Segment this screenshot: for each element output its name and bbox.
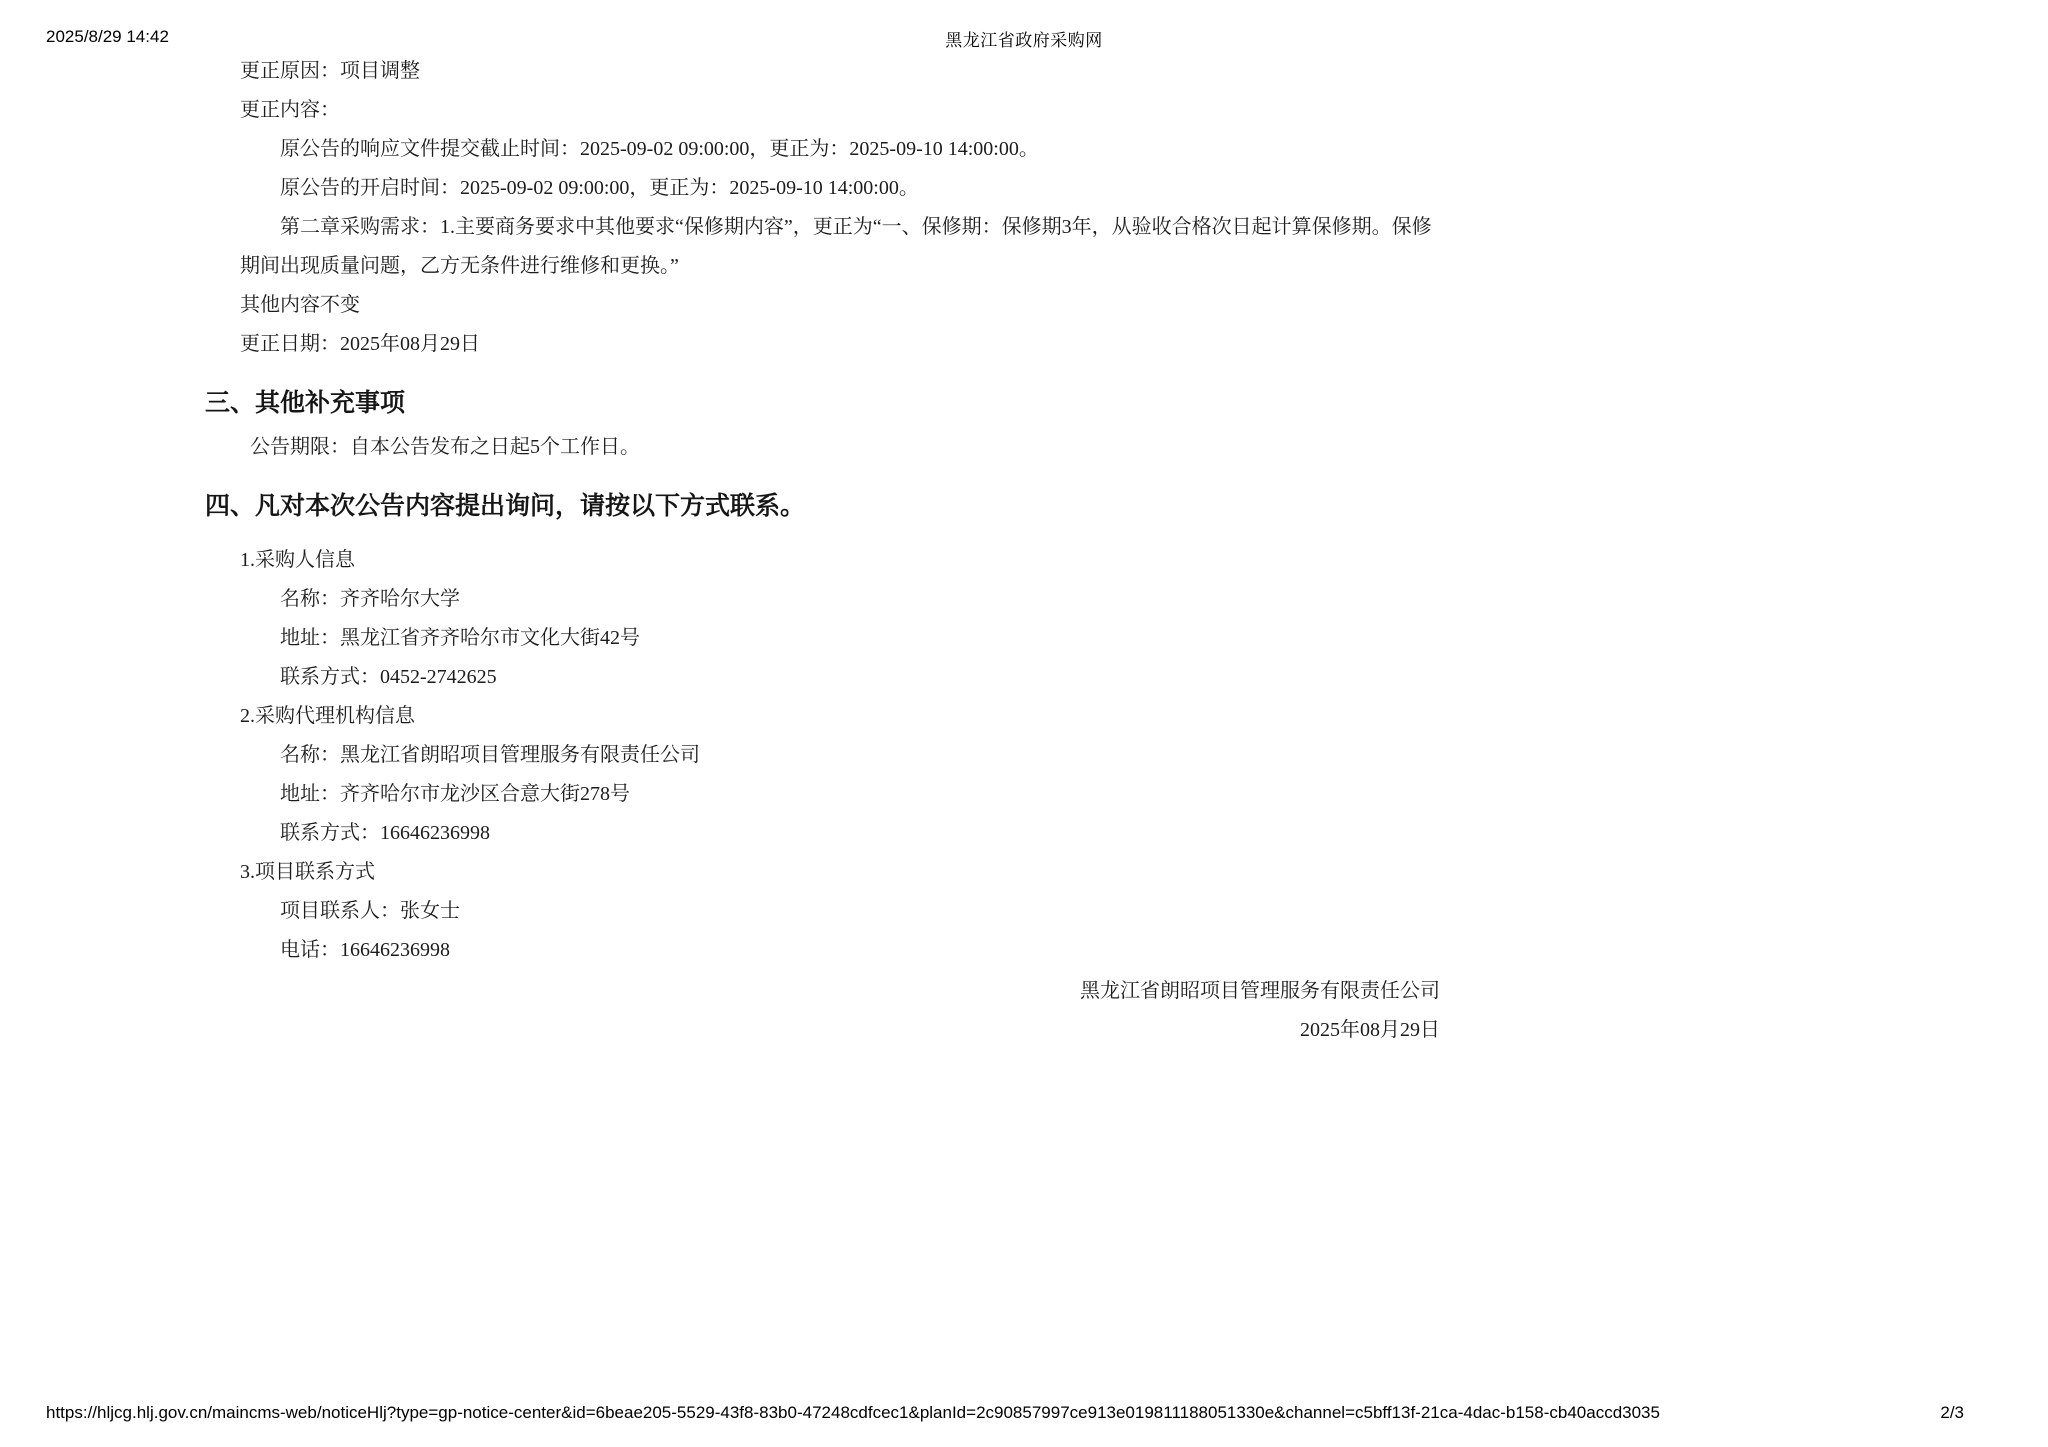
correction-item-opening-time: 原公告的开启时间：2025-09-02 09:00:00，更正为：2025-09-10 14:00:00。 — [280, 177, 919, 199]
purchaser-phone: 联系方式：0452-2742625 — [280, 666, 497, 688]
contact-block-title: 2.采购代理机构信息 — [240, 705, 415, 727]
correction-content-label: 更正内容： — [240, 99, 340, 121]
announcement-period: 公告期限：自本公告发布之日起5个工作日。 — [250, 436, 640, 458]
purchaser-name: 名称：齐齐哈尔大学 — [280, 588, 460, 610]
project-contact-block — [240, 853, 1440, 970]
correction-unchanged-note: 其他内容不变 — [240, 294, 360, 316]
project-contact-person: 项目联系人：张女士 — [280, 900, 460, 922]
print-timestamp: 2025/8/29 14:42 — [46, 27, 169, 46]
notice-document — [205, 52, 1440, 1050]
page-number-indicator: 2/3 — [1940, 1403, 1964, 1422]
signoff-block — [240, 972, 1440, 1050]
site-title: 黑龙江省政府采购网 — [945, 31, 1103, 50]
section4-heading: 四、凡对本次公告内容提出询问，请按以下方式联系。 — [205, 493, 806, 520]
signoff-date: 2025年08月29日 — [1300, 1019, 1440, 1041]
contact-block-title: 3.项目联系方式 — [240, 861, 375, 883]
section3-heading: 三、其他补充事项 — [205, 390, 406, 417]
purchaser-info-block — [240, 541, 1440, 697]
project-contact-phone: 电话：16646236998 — [280, 939, 450, 961]
purchaser-address: 地址：黑龙江省齐齐哈尔市文化大街42号 — [280, 627, 640, 649]
agency-phone: 联系方式：16646236998 — [280, 822, 490, 844]
contact-info-list — [240, 541, 1440, 970]
source-url: https://hljcg.hlj.gov.cn/maincms-web/noticeHlj?type=gp-notice-center&id=6beae205-5529-43f8-83b0-47248cdfcec1&planId=2c90857997ce913e019811188051330e&channel=c5bff13f-21ca-4dac-b158-cb40accd3035 — [46, 1403, 1660, 1422]
correction-item-chapter2: 第二章采购需求：1.主要商务要求中其他要求“保修期内容”，更正为“一、保修期：保修期3年，从验收合格次日起计算保修期。保修期间出现质量问题，乙方无条件进行维修和更换。” — [240, 216, 1432, 277]
print-header — [0, 26, 2048, 51]
contact-block-title: 1.采购人信息 — [240, 549, 355, 571]
correction-date: 更正日期：2025年08月29日 — [240, 333, 480, 355]
agency-address: 地址：齐齐哈尔市龙沙区合意大街278号 — [280, 783, 630, 805]
correction-reason: 更正原因：项目调整 — [240, 60, 420, 82]
correction-item-deadline: 原公告的响应文件提交截止时间：2025-09-02 09:00:00，更正为：2025-09-10 14:00:00。 — [280, 138, 1039, 160]
signoff-company: 黑龙江省朗昭项目管理服务有限责任公司 — [1080, 980, 1440, 1002]
print-footer — [46, 1403, 1964, 1423]
agency-name: 名称：黑龙江省朗昭项目管理服务有限责任公司 — [280, 744, 700, 766]
agency-info-block — [240, 697, 1440, 853]
